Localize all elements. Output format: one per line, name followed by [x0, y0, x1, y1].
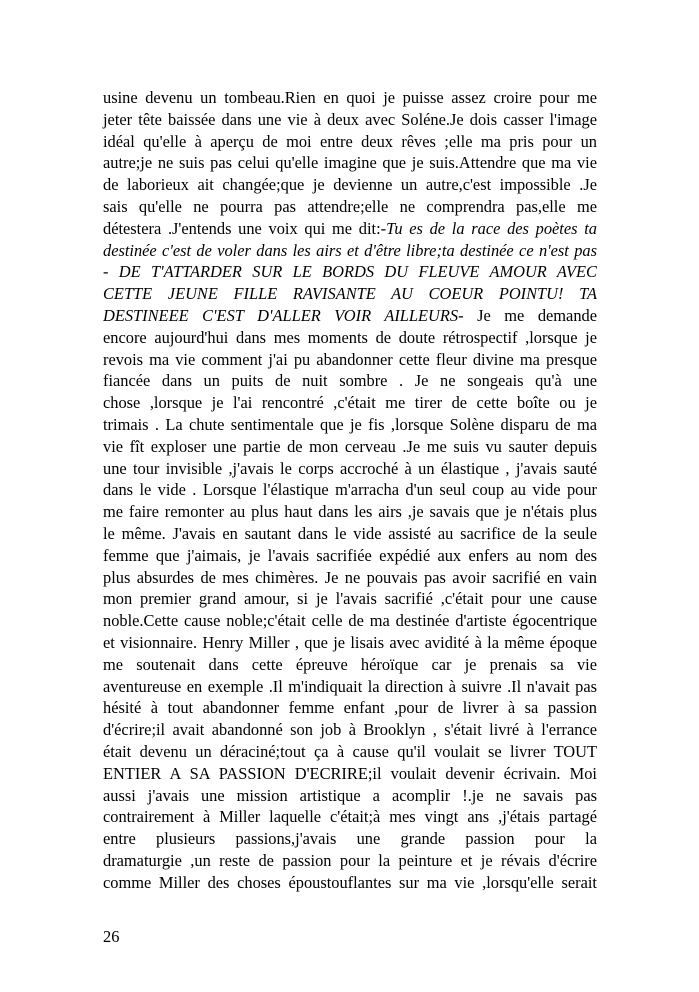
- text-segment: dans le vide . Lorsque l'élastique m'arracha d'un seul coup au vide pour: [103, 480, 597, 500]
- text-line: [103, 632, 597, 654]
- text-segment: hésité à tout abandonner femme enfant ,pour de livrer à sa passion: [103, 698, 597, 718]
- text-segment: sais qu'elle ne pourra pas attendre;elle ne comprendra pas,elle me: [103, 196, 597, 216]
- text-line: [103, 741, 597, 763]
- text-segment: de laborieux ait changée;que je devienne un autre,c'est impossible .Je: [103, 175, 597, 195]
- text-segment: comme Miller des choses époustouflantes sur ma vie ,lorsqu'elle serait: [103, 872, 597, 892]
- text-segment: femme que j'aimais, je l'avais sacrifiée expédié aux enfers au nom des: [103, 545, 597, 565]
- text-segment: contrairement à Miller laquelle c'était;à mes vingt ans ,j'étais partagé: [103, 807, 597, 827]
- text-segment: usine devenu un tombeau.Rien en quoi je puisse assez croire pour me: [103, 88, 597, 107]
- text-segment-italic: CETTE JEUNE FILLE RAVISANTE AU COEUR POINTU! TA: [103, 284, 597, 304]
- text-segment: autre;je ne suis pas celui qu'elle imagine que je suis.Attendre que ma vie: [103, 153, 597, 173]
- text-line: [103, 763, 597, 785]
- text-segment: entre plusieurs passions,j'avais une grande passion pour la: [103, 829, 597, 849]
- text-segment: fiancée dans un puits de nuit sombre . Je ne songeais qu'à une: [103, 371, 597, 391]
- text-segment: d'écrire;il avait abandonné son job à Brooklyn , s'était livré à l'errance: [103, 720, 597, 740]
- text-segment: vie fît exploser une partie de mon cerveau .Je me suis vu sauter depuis: [103, 436, 597, 456]
- text-line: [103, 305, 597, 327]
- text-line: [103, 152, 597, 174]
- text-segment: revois ma vie comment j'ai pu abandonner cette fleur divine ma presque: [103, 349, 597, 369]
- text-line: [103, 240, 597, 262]
- text-line: [103, 479, 597, 501]
- text-segment: mon premier grand amour, si je l'avais sacrifié ,c'était pour une cause: [103, 589, 597, 609]
- text-segment: encore aujourd'hui dans mes moments de doute rétrospectif ,lorsque je: [103, 327, 597, 347]
- text-line: [103, 610, 597, 632]
- text-line: [103, 414, 597, 436]
- text-segment: noble.Cette cause noble;c'était celle de ma destinée d'artiste égocentrique: [103, 611, 597, 631]
- text-line: [103, 828, 597, 850]
- text-segment: aventureuse en exemple .Il m'indiquait la direction à suivre .Il n'avait pas: [103, 676, 597, 696]
- text-line: [103, 196, 597, 218]
- text-line: [103, 654, 597, 676]
- text-segment: trimais . La chute sentimentale que je fis ,lorsque Solène disparu de ma: [103, 414, 597, 434]
- text-segment: idéal qu'elle à aperçu de moi entre deux rêves ;elle ma pris pour un: [103, 131, 597, 151]
- text-line: [103, 501, 597, 523]
- text-segment: aussi j'avais une mission artistique a acomplir !.je ne savais pas: [103, 785, 597, 805]
- text-segment: jeter tête baissée dans une vie à deux avec Soléne.Je dois casser l'image: [103, 109, 597, 129]
- text-line: [103, 588, 597, 610]
- text-segment: me soutenait dans cette épreuve héroïque car je prenais sa vie: [103, 654, 597, 674]
- text-line: [103, 850, 597, 872]
- text-line: [103, 567, 597, 589]
- text-line: [103, 327, 597, 349]
- text-segment: le même. J'avais en sautant dans le vide assisté au sacrifice de la seule: [103, 523, 597, 543]
- text-segment: plus absurdes de mes chimères. Je ne pouvais pas avoir sacrifié en vain: [103, 567, 597, 587]
- text-line: [103, 218, 597, 240]
- text-segment: détestera .J'entends une voix qui me dit:: [103, 218, 381, 238]
- text-segment: dramaturgie ,un reste de passion pour la peinture et je révais d'écrire: [103, 850, 597, 870]
- text-line: [103, 87, 597, 109]
- text-segment-italic: DESTINEEE C'EST D'ALLER VOIR AILLEURS-: [103, 305, 464, 325]
- text-line: [103, 131, 597, 153]
- text-segment: chose ,lorsque je l'ai rencontré ,c'était me tirer de cette boîte ou je: [103, 393, 597, 413]
- text-line: [103, 785, 597, 807]
- text-line: [103, 523, 597, 545]
- text-line: [103, 370, 597, 392]
- text-line: [103, 806, 597, 828]
- text-line: [103, 283, 597, 305]
- text-line: [103, 545, 597, 567]
- text-line: [103, 109, 597, 131]
- text-segment: une tour invisible ,j'avais le corps accroché à un élastique , j'avais sauté: [103, 458, 597, 478]
- text-segment: Je me demande: [463, 305, 597, 325]
- text-line: [103, 261, 597, 283]
- text-line: [103, 872, 597, 894]
- text-segment-italic: -Tu es de la race des poètes ta: [380, 218, 597, 238]
- text-line: [103, 174, 597, 196]
- text-segment: ENTIER A SA PASSION D'ECRIRE;il voulait devenir écrivain. Moi: [103, 763, 597, 783]
- text-line: [103, 458, 597, 480]
- text-line: [103, 392, 597, 414]
- text-line: [103, 697, 597, 719]
- text-line: [103, 676, 597, 698]
- text-segment: me faire remonter au plus haut dans les airs ,je savais que je n'étais plus: [103, 502, 597, 522]
- text-line: [103, 436, 597, 458]
- page-text: [103, 87, 597, 893]
- page-number: 26: [103, 927, 120, 946]
- text-segment: et visionnaire. Henry Miller , que je lisais avec avidité à la même époque: [103, 632, 597, 652]
- text-line: [103, 719, 597, 741]
- text-segment-italic: - DE T'ATTARDER SUR LE BORDS DU FLEUVE AMOUR AVEC: [103, 262, 597, 282]
- text-segment-italic: destinée c'est de voler dans les airs et d'être libre;ta destinée ce n'est pas: [103, 240, 597, 260]
- text-segment: était devenu un déraciné;tout ça à cause qu'il voulait se livrer TOUT: [103, 741, 597, 761]
- text-line: [103, 349, 597, 371]
